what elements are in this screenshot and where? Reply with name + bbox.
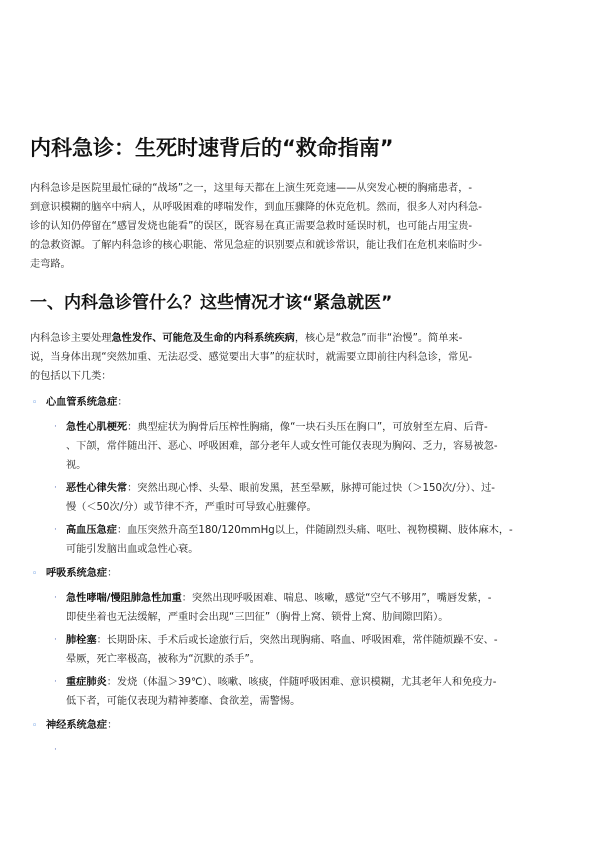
intro-line: 内科急诊是医院里最忙碌的“战场”之一，这里每天都在上演生死竞速——从突发心梗的胸痛患者，-: [30, 183, 473, 194]
intro-line: 走弯路。: [30, 259, 71, 270]
category-label: 心血管系统急症: [46, 397, 118, 408]
category-neurological: [32, 718, 117, 734]
small-dot-bullet-icon: ·: [54, 593, 57, 603]
hollow-circle-bullet-icon: ◦: [32, 569, 38, 579]
list-item-line: [66, 589, 581, 608]
small-dot-bullet-icon: ·: [54, 483, 57, 493]
item-desc: ：突然出现呼吸困难、喘息、咳嗽，感觉“空气不够用”，嘴唇发紫，-: [181, 593, 492, 604]
small-dot-bullet-icon: ·: [54, 677, 57, 687]
page-title: 内科急诊：生死时速背后的“救命指南”: [30, 136, 394, 160]
item-term: 肺栓塞: [66, 635, 97, 646]
item-desc: ：典型症状为胸骨后压榨性胸痛，像“一块石头压在胸口”，可放射至左肩、后背-: [127, 422, 488, 433]
list-item-line: [66, 418, 581, 437]
small-dot-bullet-icon: ·: [54, 745, 57, 755]
list-item-line: 晕厥，死亡率极高，被称为“沉默的杀手”。: [66, 654, 260, 665]
section-heading: 一、内科急诊管什么？这些情况才该“紧急就医”: [30, 293, 393, 313]
item-desc: ：发烧（体温＞39℃）、咳嗽、咳痰，伴随呼吸困难、意识模糊，尤其老年人和免疫力-: [106, 677, 497, 688]
list-item-text: [66, 673, 581, 711]
list-item-line: [66, 673, 581, 692]
section-paragraph-line: 说，当身体出现“突然加重、无法忍受、感觉要出大事”的症状时，就需要立即前往内科急诊，常见-: [30, 352, 473, 363]
item-desc: ：长期卧床、手术后或长途旅行后，突然出现胸痛、咯血、呼吸困难，常伴随烦躁不安、-: [96, 635, 498, 646]
category-colon: ：: [107, 568, 118, 579]
intro-line: 诊的认知仍停留在“感冒发烧也能看”的误区，既容易在真正需要急救时延误时机，也可能占用宝贵-: [30, 221, 473, 232]
category-colon: ：: [107, 720, 118, 731]
item-term: 恶性心律失常: [66, 483, 128, 494]
category-colon: ：: [117, 397, 128, 408]
hollow-circle-bullet-icon: ◦: [32, 721, 38, 731]
list-item-text: [66, 418, 581, 475]
list-item-text: [66, 479, 581, 517]
item-desc: ：突然出现心悸、头晕、眼前发黑，甚至晕厥，脉搏可能过快（＞150次/分）、过-: [127, 483, 495, 494]
small-dot-bullet-icon: ·: [54, 525, 57, 535]
section-paragraph: [30, 329, 570, 386]
section-paragraph-line: 的包括以下几类：: [30, 371, 112, 382]
list-item-text: [66, 631, 581, 669]
intro-line: 的急救资源。了解内科急诊的核心职能、常见急症的识别要点和就诊常识，能让我们在危机来临时少-: [30, 240, 482, 251]
category-label: 呼吸系统急症: [46, 568, 108, 579]
list-item-line: 视。: [66, 460, 87, 471]
category-respiratory: [32, 566, 117, 582]
list-item-line: [66, 631, 581, 650]
small-dot-bullet-icon: ·: [54, 635, 57, 645]
item-term: 高血压急症: [66, 525, 117, 536]
category-cardiovascular: [32, 395, 128, 411]
item-term: 重症肺炎: [66, 677, 107, 688]
list-item-line: 、下颌，常伴随出汗、恶心、呼吸困难，部分老年人或女性可能仅表现为胸闷、乏力，容易被忽-: [66, 441, 498, 452]
hollow-circle-bullet-icon: ◦: [32, 398, 38, 408]
list-item-line: [66, 479, 581, 498]
list-item-line: 低下者，可能仅表现为精神萎靡、食欲差，需警惕。: [66, 696, 301, 707]
list-item-line: [66, 521, 581, 540]
section-paragraph-line: [30, 329, 570, 348]
item-term: 急性哮喘/慢阻肺急性加重: [66, 593, 182, 604]
list-item-line: 即使坐着也无法缓解，严重时会出现“三凹征”（胸骨上窝、锁骨上窝、肋间隙凹陷）。: [66, 612, 449, 623]
list-item-line: 可能引发脑出血或急性心衰。: [66, 544, 199, 555]
category-label: 神经系统急症: [46, 720, 108, 731]
list-item-text: [66, 521, 581, 559]
intro-line: 到意识模糊的脑卒中病人，从呼吸困难的哮喘发作，到血压骤降的休克危机。然而，很多人对内科急-: [30, 202, 482, 213]
small-dot-bullet-icon: ·: [54, 422, 57, 432]
paragraph-text: 内科急诊主要处理: [30, 333, 112, 344]
paragraph-text: ，核心是“救急”而非“治慢”。简单来-: [294, 333, 463, 344]
intro-paragraph: [30, 179, 570, 274]
list-item-text: [66, 589, 581, 627]
paragraph-bold-text: 急性发作、可能危及生命的内科系统疾病: [111, 333, 295, 344]
list-item-line: 慢（＜50次/分）或节律不齐，严重时可导致心脏骤停。: [66, 502, 317, 513]
item-desc: ：血压突然升高至180/120mmHg以上，伴随剧烈头痛、呕吐、视物模糊、肢体麻木，-: [116, 525, 513, 536]
item-term: 急性心肌梗死: [66, 422, 128, 433]
